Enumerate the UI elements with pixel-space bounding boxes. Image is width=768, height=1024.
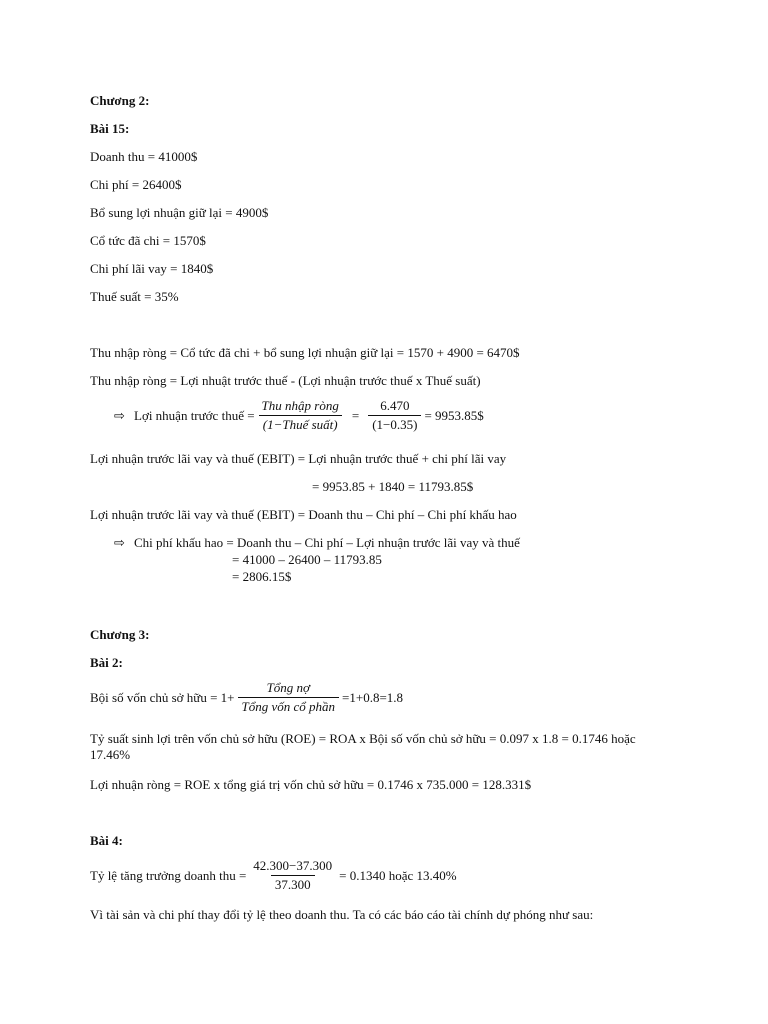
- ebt-denominator: (1−Thuế suất): [259, 415, 342, 433]
- equals-sign: =: [351, 407, 360, 423]
- equity-multiplier-result: =1+0.8=1.8: [342, 689, 404, 705]
- ebit-formula-1: Lợi nhuận trước lãi vay và thuế (EBIT) = Lợi nhuận trước thuế + chi phí lãi vay: [90, 451, 507, 466]
- ebt-label: Lợi nhuận trước thuế =: [134, 407, 255, 423]
- exercise-2-heading: Bài 2:: [90, 655, 123, 670]
- equity-multiplier-denominator: Tổng vốn cổ phần: [238, 697, 340, 715]
- ebt-fraction-numeric: [368, 398, 421, 433]
- chapter-3-heading: Chương 3:: [90, 627, 150, 642]
- net-income-formula-2: Thu nhập ròng = Lợi nhuật trước thuế - (Lợi nhuận trước thuế x Thuế suất): [90, 373, 481, 388]
- ebit-formula-2: Lợi nhuận trước lãi vay và thuế (EBIT) = Doanh thu – Chi phí – Chi phí khấu hao: [90, 507, 517, 522]
- equity-multiplier-fraction: [238, 680, 340, 715]
- ebt-equation: [90, 398, 484, 433]
- equity-multiplier-numerator: Tổng nợ: [266, 680, 310, 695]
- depreciation-formula-text: Chi phí khấu hao = Doanh thu – Chi phí – Lợi nhuận trước lãi vay và thuế: [134, 535, 520, 550]
- given-revenue: Doanh thu = 41000$: [90, 149, 198, 164]
- chapter-2-heading: Chương 2:: [90, 93, 150, 108]
- roe-formula-line-1: Tỷ suất sinh lợi trên vốn chủ sở hữu (ROE) = ROA x Bội số vốn chủ sở hữu = 0.097 x 1.8 = 0.1746 hoặc: [90, 731, 636, 746]
- net-profit-formula: Lợi nhuận ròng = ROE x tổng giá trị vốn chủ sở hữu = 0.1746 x 735.000 = 128.331$: [90, 777, 532, 792]
- closing-sentence: Vì tài sản và chi phí thay đổi tỷ lệ theo doanh thu. Ta có các báo cáo tài chính dự phóng như sau:: [90, 907, 594, 922]
- depreciation-calc-2: = 2806.15$: [232, 569, 292, 584]
- growth-rate-equation: [90, 858, 457, 893]
- ebt-numeric-numerator: 6.470: [380, 398, 410, 413]
- exercise-4-heading: Bài 4:: [90, 833, 123, 848]
- growth-rate-label: Tỷ lệ tăng trưởng doanh thu =: [90, 867, 247, 883]
- given-interest: Chi phí lãi vay = 1840$: [90, 261, 214, 276]
- ebt-numeric-denominator: (1−0.35): [368, 415, 421, 433]
- growth-rate-result: = 0.1340 hoặc 13.40%: [339, 867, 457, 883]
- arrow-icon: ⇨: [114, 535, 125, 550]
- ebit-formula-1-calc: = 9953.85 + 1840 = 11793.85$: [312, 479, 474, 494]
- given-tax-rate: Thuế suất = 35%: [90, 289, 179, 304]
- ebt-numerator: Thu nhập ròng: [261, 398, 339, 413]
- equity-multiplier-label: Bội số vốn chủ sở hữu = 1+: [90, 689, 235, 705]
- depreciation-formula: [90, 535, 520, 551]
- growth-rate-denominator: 37.300: [271, 875, 315, 893]
- growth-rate-numerator: 42.300−37.300: [253, 858, 333, 873]
- growth-rate-fraction: [249, 858, 336, 893]
- net-income-formula-1: Thu nhập ròng = Cổ tức đã chi + bổ sung lợi nhuận giữ lại = 1570 + 4900 = 6470$: [90, 345, 520, 360]
- exercise-15-heading: Bài 15:: [90, 121, 130, 136]
- ebt-result: = 9953.85$: [424, 407, 484, 423]
- arrow-icon: ⇨: [114, 407, 125, 423]
- depreciation-calc-1: = 41000 – 26400 – 11793.85: [232, 552, 382, 567]
- given-dividends: Cổ tức đã chi = 1570$: [90, 233, 206, 248]
- ebt-fraction-symbolic: [258, 398, 343, 433]
- roe-formula-line-2: 17.46%: [90, 747, 131, 762]
- given-costs: Chi phí = 26400$: [90, 177, 182, 192]
- given-retained-earnings: Bổ sung lợi nhuận giữ lại = 4900$: [90, 205, 269, 220]
- equity-multiplier-equation: [90, 680, 403, 715]
